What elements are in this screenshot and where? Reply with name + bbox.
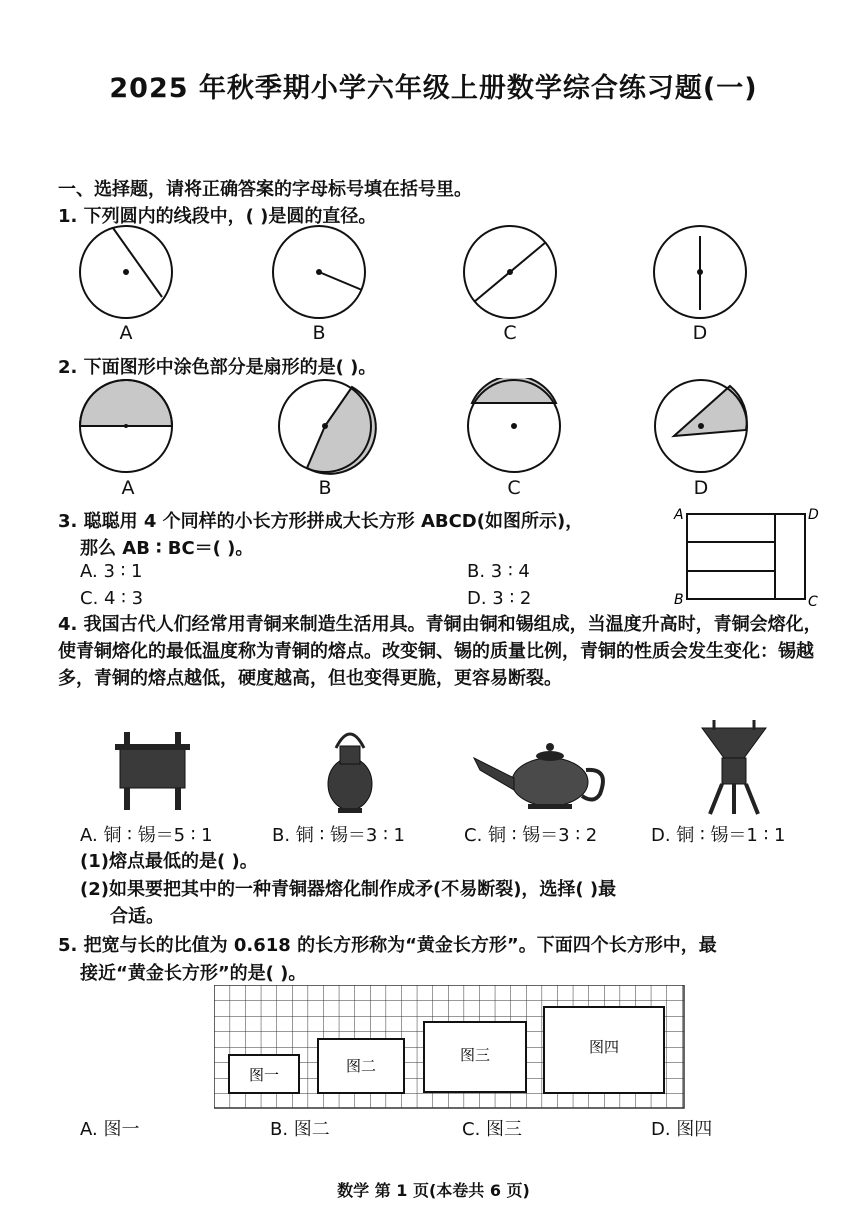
bronze-teapot-image bbox=[474, 743, 603, 809]
q5-text-line2: 接近“黄金长方形”的是( )。 bbox=[80, 963, 307, 984]
q2-circle-b bbox=[279, 380, 376, 474]
q3-option-d: D. 3 ∶ 2 bbox=[467, 588, 532, 609]
q2-label-c: C bbox=[507, 477, 521, 499]
q2-circle-d bbox=[655, 380, 747, 472]
q2-label-a: A bbox=[121, 477, 135, 499]
q1-text: 1. 下列圆内的线段中，( )是圆的直径。 bbox=[58, 206, 377, 227]
q1-label-c: C bbox=[503, 322, 517, 344]
q4-sub1: (1)熔点最低的是( )。 bbox=[80, 851, 258, 872]
q3-corner-b: B bbox=[674, 592, 684, 608]
q1-circles-figure bbox=[60, 222, 780, 332]
q2-label-b: B bbox=[318, 477, 332, 499]
q3-text-line2: 那么 AB ∶ BC＝( )。 bbox=[80, 538, 254, 559]
q1-label-b: B bbox=[312, 322, 326, 344]
figure-two-label: 图二 bbox=[345, 1057, 377, 1075]
page-footer: 数学 第 1 页(本卷共 6 页) bbox=[337, 1181, 530, 1200]
q2-text: 2. 下面图形中涂色部分是扇形的是( )。 bbox=[58, 357, 377, 378]
q1-circle-d bbox=[654, 226, 746, 318]
q4-option-d: D. 铜 ∶ 锡＝1 ∶ 1 bbox=[651, 825, 786, 846]
section-heading: 一、选择题，请将正确答案的字母标号填在括号里。 bbox=[58, 179, 472, 200]
page-title: 2025 年秋季期小学六年级上册数学综合练习题(一) bbox=[109, 73, 758, 104]
q4-bronze-images bbox=[110, 718, 830, 818]
q4-paragraph: 4. 我国古代人们经常用青铜来制造生活用具。青铜由铜和锡组成，当温度升高时，青铜会熔化，使青铜熔化的最低温度称为青铜的熔点。改变铜、锡的质量比例，青铜的性质会发生变化：锡越多，青铜的熔点越低，硬度越高，但也变得更脆，更容易断裂。 bbox=[58, 614, 822, 689]
q5-text-line1: 5. 把宽与长的比值为 0.618 的长方形称为“黄金长方形”。下面四个长方形中，最 bbox=[58, 935, 717, 956]
bronze-jue-image bbox=[702, 720, 766, 814]
q3-corner-d: D bbox=[808, 507, 819, 523]
q3-corner-a: A bbox=[674, 507, 684, 523]
q1-circle-c bbox=[464, 226, 556, 318]
figure-one-label: 图一 bbox=[248, 1066, 280, 1084]
q4-sub2-line2: 合适。 bbox=[110, 906, 164, 927]
bronze-ding-image bbox=[115, 732, 190, 810]
q5-option-b: B. 图二 bbox=[270, 1119, 330, 1140]
q4-option-a: A. 铜 ∶ 锡＝5 ∶ 1 bbox=[80, 825, 213, 846]
figure-three-label: 图三 bbox=[459, 1046, 491, 1064]
q1-label-a: A bbox=[119, 322, 133, 344]
q2-circle-a bbox=[80, 380, 172, 472]
q3-option-c: C. 4 ∶ 3 bbox=[80, 588, 144, 609]
q5-option-a: A. 图一 bbox=[80, 1119, 140, 1140]
q2-circles-figure bbox=[60, 378, 780, 478]
q5-option-d: D. 图四 bbox=[651, 1119, 713, 1140]
q2-label-d: D bbox=[693, 477, 709, 499]
q4-option-c: C. 铜 ∶ 锡＝3 ∶ 2 bbox=[464, 825, 598, 846]
q1-circle-b bbox=[273, 226, 365, 318]
q1-label-d: D bbox=[692, 322, 708, 344]
q3-text-line1: 3. 聪聪用 4 个同样的小长方形拼成大长方形 ABCD(如图所示)， bbox=[58, 511, 584, 532]
q3-option-b: B. 3 ∶ 4 bbox=[467, 561, 530, 582]
q4-sub2-line1: (2)如果要把其中的一种青铜器熔化制作成矛(不易断裂)，选择( )最 bbox=[80, 879, 617, 900]
q3-option-a: A. 3 ∶ 1 bbox=[80, 561, 143, 582]
bronze-hu-image bbox=[328, 734, 372, 813]
q3-rectangle-figure bbox=[672, 504, 832, 608]
q5-grid-figure bbox=[214, 985, 686, 1109]
q4-option-b: B. 铜 ∶ 锡＝3 ∶ 1 bbox=[272, 825, 405, 846]
q1-circle-a bbox=[80, 226, 172, 318]
q5-option-c: C. 图三 bbox=[462, 1119, 523, 1140]
q3-corner-c: C bbox=[808, 594, 818, 608]
figure-four-label: 图四 bbox=[588, 1038, 620, 1056]
q2-circle-c bbox=[468, 378, 560, 472]
